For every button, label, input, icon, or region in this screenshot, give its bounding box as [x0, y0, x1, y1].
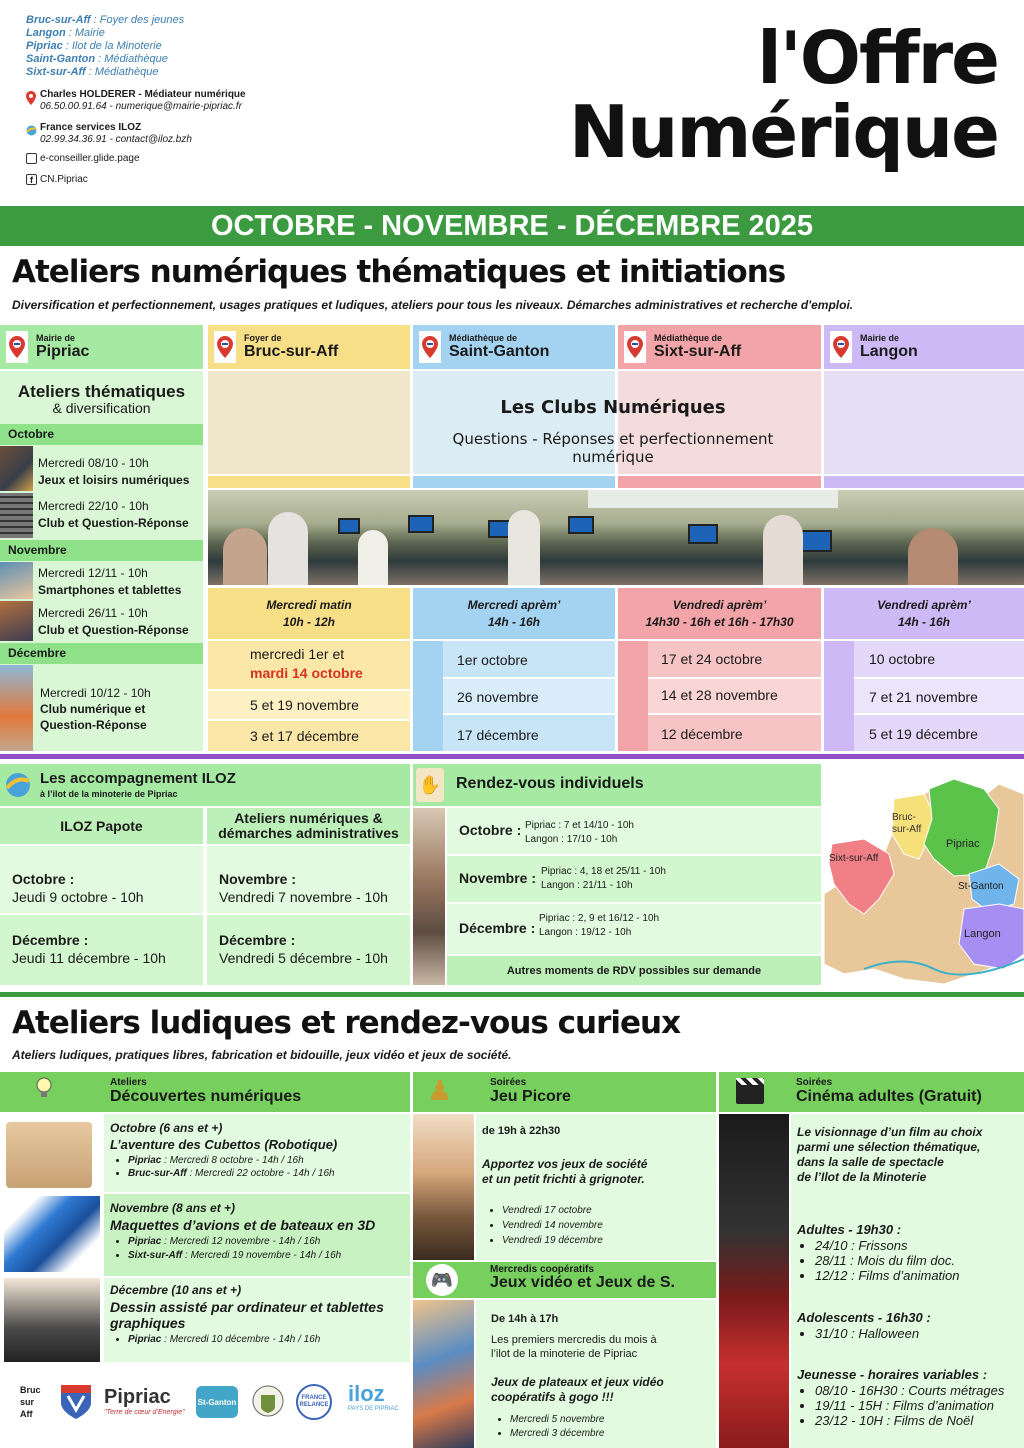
contact-iloz: [26, 122, 366, 145]
iloz-col2-head: [207, 808, 410, 844]
langon-date-bar: [824, 641, 854, 751]
venue-langon: [824, 325, 1024, 369]
picore-dates: [484, 1203, 603, 1248]
session-item: • Bruc-sur-Aff : Mercredi 22 octobre - 14h / 16h: [128, 1167, 337, 1180]
coop-time: De 14h à 17h: [491, 1313, 559, 1325]
workshop-name: Question-Réponse: [40, 718, 147, 732]
rdv-dec-month: Décembre :: [459, 920, 536, 936]
clubs-strip-langon: [824, 476, 1024, 488]
boardgame-photo: [413, 1114, 474, 1260]
iloz-subtitle: à l’ilot de la minoterie de Pipriac: [40, 789, 178, 799]
territory-map: [824, 764, 1024, 990]
film-item: • 12/12 : Films d’animation: [815, 1268, 960, 1283]
col-title: démarches administratives: [218, 825, 399, 841]
venue-name: Pipriac: [36, 343, 90, 360]
map-pin-icon: [830, 331, 852, 363]
date-item: • Mercredi 5 novembre: [510, 1413, 604, 1427]
coop-desc: [491, 1333, 657, 1361]
rdv-line: Pipriac : 2, 9 et 16/12 - 10h: [539, 913, 660, 924]
desc-line: l’ilot de la minoterie de Pipriac: [491, 1348, 638, 1360]
whiteboard: [588, 490, 838, 508]
film-item: • 23/12 - 10H : Films de Noël: [815, 1413, 1004, 1428]
clubs-strip-sixt: [618, 476, 821, 488]
rdv-line: Pipriac : 4, 18 et 25/11 - 10h: [541, 866, 666, 877]
session-item: • Pipriac : Mercredi 10 décembre - 14h / 16h: [128, 1333, 384, 1347]
month-header-december: [0, 643, 203, 664]
bruc-date-3: 3 et 17 décembre: [250, 728, 359, 744]
workshop-name: Club et Question-Réponse: [38, 623, 189, 637]
schedule-ganton: [413, 588, 615, 639]
rdv-oct-detail: [525, 819, 634, 847]
office-photo: [413, 808, 445, 985]
contact2-detail: 02.99.34.36.91 - contact@iloz.bzh: [40, 134, 192, 145]
desc-line: Les premiers mercredis du mois à: [491, 1334, 657, 1346]
rdv-nov-detail: [541, 865, 666, 893]
workshop-date: Mercredi 26/11 - 10h: [38, 606, 148, 620]
coop-small: Mercredis coopératifs: [490, 1264, 594, 1275]
map-pin-icon: [214, 331, 236, 363]
workshop-date: Mercredi 22/10 - 10h: [38, 499, 149, 513]
rdv-title: Rendez-vous individuels: [456, 775, 644, 792]
period-text: OCTOBRE - NOVEMBRE - DÉCEMBRE 2025: [210, 210, 814, 242]
month-label: Octobre :: [12, 871, 75, 887]
schedule-bruc: [208, 588, 410, 639]
smartphone-thumbnail: [0, 562, 33, 599]
iloz-ateliers-dec: [219, 931, 388, 967]
map-pin-icon: [419, 331, 441, 363]
logo-text: Pipriac: [104, 1386, 171, 1408]
person: [223, 528, 267, 585]
audience-title: Adolescents - 16h30 :: [797, 1310, 931, 1325]
thematic-title: Ateliers thématiques: [17, 382, 186, 401]
decouvertes-november: [110, 1201, 375, 1263]
location-pipriac: Pipriac : Ilot de la Minoterie: [26, 40, 162, 52]
date-item: • Mercredi 3 décembre: [510, 1427, 604, 1441]
rdv-note: Autres moments de RDV possibles sur demande: [506, 965, 762, 977]
location-langon: Langon : Mairie: [26, 27, 105, 39]
monitor: [568, 516, 594, 534]
seal-icon: [252, 1383, 284, 1419]
workshop-date: Mercredi 08/10 - 10h: [38, 456, 149, 470]
contact-charles: [26, 89, 366, 112]
sixt-date-1: 17 et 24 octobre: [661, 651, 763, 667]
film-item: • 08/10 - 16H30 : Courts métrages: [815, 1383, 1004, 1398]
workshop-name: Club numérique et: [40, 702, 146, 716]
rdv-line: Langon : 21/11 - 10h: [541, 880, 633, 891]
rdv-line: Langon : 19/12 - 10h: [539, 927, 632, 938]
month-header-october: [0, 424, 203, 445]
location-ganton: Saint-Ganton : Médiathèque: [26, 53, 168, 65]
date-item: • Vendredi 17 octobre: [502, 1203, 603, 1218]
workshop-name: Jeux et loisirs numériques: [38, 473, 190, 487]
section2-title: Ateliers ludiques et rendez-vous curieux: [12, 1005, 681, 1041]
sixt-date-3: 12 décembre: [661, 726, 743, 742]
gaming-thumbnail: [0, 446, 33, 491]
ganton-date-2: 26 novembre: [457, 689, 539, 705]
bruc-date-1: mercredi 1er et: [250, 646, 345, 662]
desc-line: de l’Ilot de la Minoterie: [797, 1170, 927, 1184]
map-label-ganton: St-Ganton: [958, 881, 1004, 892]
logo-tagline: "Terre de cœur d’Energie": [104, 1409, 185, 1416]
clubs-strip-bruc: [208, 476, 410, 488]
session-item: • Pipriac : Mercredi 8 octobre - 14h / 16h: [128, 1154, 337, 1167]
logo-text: sur: [20, 1397, 35, 1407]
session-item: • Sixt-sur-Aff : Mercredi 19 novembre - 14h / 16h: [128, 1249, 375, 1263]
schedule-langon: [824, 588, 1024, 639]
clubs-bg-bruc: [208, 371, 410, 474]
section1-title: Ateliers numériques thématiques et initiations: [12, 254, 786, 290]
cinema-teens: [797, 1310, 931, 1341]
clubs-bg-langon: [824, 371, 1024, 474]
decouvertes-small: Ateliers: [110, 1077, 147, 1088]
decouvertes-big: Découvertes numériques: [110, 1088, 302, 1105]
iloz-col1-head: [0, 808, 203, 844]
venue-type: Médiathèque de: [654, 333, 723, 343]
date-item: • Vendredi 19 décembre: [502, 1233, 603, 1248]
map-pin-icon: [624, 331, 646, 363]
month-label: Octobre: [8, 427, 55, 441]
ganton-date-bar: [413, 641, 443, 751]
month-label: Décembre :: [219, 932, 296, 948]
workshop-1: [38, 455, 189, 489]
schedule-sixt: [618, 588, 821, 639]
ganton-date-3: 17 décembre: [457, 727, 539, 743]
desc-line: Apportez vos jeux de société: [482, 1157, 648, 1171]
map-label-bruc: Bruc-sur-Aff: [892, 812, 922, 835]
map-pin-icon: [26, 91, 36, 105]
map-label-langon: Langon: [964, 928, 1001, 940]
iloz-ateliers-nov: [219, 870, 388, 906]
block-title: Maquettes d’avions et de bateaux en 3D: [110, 1217, 376, 1233]
coat-of-arms-icon: [60, 1384, 92, 1420]
clubs-title: Les Clubs Numériques: [500, 397, 726, 418]
locations-list: [26, 14, 346, 79]
person-computer-thumbnail: [0, 601, 33, 641]
date-label: Jeudi 9 octobre - 10h: [12, 889, 144, 905]
month-label: Décembre :: [12, 932, 89, 948]
map-label-pipriac: Pipriac: [946, 838, 980, 850]
title-line2: Numérique: [568, 90, 998, 174]
monitor: [408, 515, 434, 533]
rdv-oct-month: Octobre :: [459, 822, 522, 838]
facebook-row: [26, 174, 88, 185]
coop-dates: [492, 1413, 604, 1441]
logo-text: Aff: [20, 1409, 33, 1419]
map-pin-icon: [6, 331, 28, 363]
rdv-dec-detail: [539, 912, 659, 940]
cinema-desc: [797, 1125, 982, 1185]
clubs-subtitle: Questions - Réponses et perfectionnement numérique: [452, 430, 774, 466]
chess-pawn-icon: ♟: [427, 1075, 453, 1106]
person: [358, 530, 388, 585]
session-item: • Pipriac : Mercredi 12 novembre - 14h / 16h: [128, 1235, 375, 1249]
period-band: [0, 206, 1024, 246]
keyboard-thumbnail: [0, 493, 33, 538]
workshop-3: [38, 565, 181, 599]
venue-name: Sixt-sur-Aff: [654, 343, 742, 360]
logo-france-relance: [296, 1384, 332, 1420]
rdv-line: Langon : 17/10 - 10h: [525, 834, 618, 845]
logo-bruc: [20, 1384, 41, 1420]
month-label: Novembre: [8, 543, 67, 557]
col-title: ILOZ Papote: [60, 818, 143, 834]
workshop-4: [38, 605, 189, 639]
venue-name: Bruc-sur-Aff: [244, 343, 339, 360]
schedule-hours: 14h30 - 16h et 16h - 17h30: [645, 615, 794, 629]
person: [508, 510, 540, 585]
film-item: • 19/11 - 15H : Films d’animation: [815, 1398, 1004, 1413]
date-label: Vendredi 7 novembre - 10h: [219, 889, 388, 905]
venue-bruc: [208, 325, 410, 369]
picore-small: Soirées: [490, 1077, 527, 1088]
schedule-day: Vendredi aprèm’: [877, 598, 971, 612]
logo-tagline: PAYS DE PIPRIAC: [348, 1406, 399, 1412]
gamepad-icon: 🎮: [426, 1264, 458, 1296]
venue-name: Saint-Ganton: [449, 343, 550, 360]
rdv-line: Pipriac : 7 et 14/10 - 10h: [525, 820, 634, 831]
logo-text: FRANCE: [301, 1395, 327, 1401]
desc-line: Le visionnage d’un film au choix: [797, 1125, 983, 1139]
venue-ganton: [413, 325, 615, 369]
schedule-day: Mercredi aprèm’: [467, 598, 561, 612]
cinema-photo: [719, 1114, 789, 1448]
workshop-date: Mercredi 12/11 - 10h: [38, 566, 148, 580]
film-item: • 24/10 : Frissons: [815, 1238, 960, 1253]
venue-type: Médiathèque de: [449, 333, 518, 343]
langon-date-3: 5 et 19 décembre: [869, 726, 978, 742]
green-divider: [0, 992, 1024, 997]
workshop-name: Club et Question-Réponse: [38, 516, 189, 530]
venue-type: Foyer de: [244, 333, 282, 343]
schedule-hours: 10h - 12h: [282, 615, 336, 629]
iloz-papote-dec: [12, 931, 166, 967]
person: [763, 515, 803, 585]
contact1-detail: 06.50.00.91.64 - numerique@mairie-pipriac.fr: [40, 101, 242, 112]
block-heading: Novembre (8 ans et +): [110, 1201, 236, 1215]
logo-text: iloz: [348, 1381, 385, 1406]
date-label: Vendredi 5 décembre - 10h: [219, 950, 388, 966]
cinema-adults: [797, 1222, 960, 1283]
schedule-hours: 14h - 16h: [897, 615, 951, 629]
block-title: L’aventure des Cubettos (Robotique): [110, 1137, 338, 1152]
contact1-name: Charles HOLDERER - Médiateur numérique: [40, 89, 246, 100]
col-title: Ateliers numériques &: [234, 810, 383, 826]
coop-emph: [491, 1375, 664, 1405]
thematic-sub: & diversification: [52, 400, 151, 416]
logo-text: RELANCE: [299, 1402, 329, 1408]
logo-iloz: [348, 1382, 399, 1412]
rdv-nov-month: Novembre :: [459, 870, 537, 886]
date-label: Jeudi 11 décembre - 10h: [12, 950, 166, 966]
month-label: Décembre: [8, 646, 67, 660]
cinema-big: Cinéma adultes (Gratuit): [796, 1088, 982, 1105]
videogame-photo: [413, 1300, 474, 1448]
title-line1: l'Offre: [757, 16, 998, 100]
lightbulb-icon: [34, 1076, 54, 1102]
location-sixt: Sixt-sur-Aff : Médiathèque: [26, 66, 159, 78]
section1-subtitle: Diversification et perfectionnement, usages pratiques et ludiques, ateliers pour tous les niveaux. Démarches administratives et recherche d'emploi.: [12, 298, 854, 312]
contact2-name: France services ILOZ: [40, 122, 142, 133]
bruc-date-2: 5 et 19 novembre: [250, 697, 359, 713]
langon-date-2: 7 et 21 novembre: [869, 689, 978, 705]
3d-pen-photo: [4, 1196, 100, 1272]
purple-divider: [0, 754, 1024, 759]
film-item: • 28/11 : Mois du film doc.: [815, 1253, 960, 1268]
figurine-thumbnail: [0, 665, 33, 751]
logo-ganton: [196, 1386, 238, 1418]
website-link[interactable]: e-conseiller.glide.page: [40, 153, 140, 164]
desc-line: Jeux de plateaux et jeux vidéo: [491, 1375, 664, 1389]
logo-text: Bruc: [20, 1385, 41, 1395]
block-title: graphiques: [110, 1315, 186, 1331]
venue-type: Mairie de: [860, 333, 900, 343]
workshop-2: [38, 498, 189, 532]
picore-desc: [482, 1157, 647, 1187]
film-item: • 31/10 : Halloween: [815, 1326, 931, 1341]
logo-pipriac: [104, 1386, 185, 1416]
web-icon: [26, 153, 37, 164]
workshop-name: Smartphones et tablettes: [38, 583, 182, 597]
logo-text: St-Ganton: [197, 1397, 237, 1407]
picore-big: Jeu Picore: [490, 1088, 571, 1105]
person: [268, 512, 308, 585]
picore-time: de 19h à 22h30: [482, 1125, 561, 1137]
clapperboard-icon: [736, 1078, 764, 1104]
clubs-strip-ganton: [413, 476, 615, 488]
sixt-date-bar: [618, 641, 648, 751]
venue-sixt: [618, 325, 821, 369]
langon-date-1: 10 octobre: [869, 651, 936, 667]
iloz-logo-icon: [5, 772, 31, 798]
desc-line: parmi une sélection thématique,: [797, 1140, 981, 1154]
section2-subtitle: Ateliers ludiques, pratiques libres, fabrication et bidouille, jeux vidéo et jeux de société.: [12, 1048, 512, 1062]
block-heading: Décembre (10 ans et +): [110, 1283, 242, 1297]
audience-title: Adultes - 19h30 :: [797, 1222, 902, 1237]
block-title: Dessin assisté par ordinateur et tablettes: [110, 1299, 384, 1315]
block-heading: Octobre (6 ans et +): [110, 1121, 223, 1135]
desc-line: et un petit frichti à grignoter.: [482, 1172, 645, 1186]
iloz-logo-icon: [26, 125, 37, 136]
monitor: [338, 518, 360, 534]
website-row: [26, 153, 140, 164]
facebook-icon: f: [26, 174, 37, 185]
drawing-tablet-photo: [4, 1278, 100, 1362]
ganton-date-1: 1er octobre: [457, 652, 528, 668]
iloz-title: Les accompagnement ILOZ: [40, 770, 236, 787]
cubetto-photo: [6, 1122, 92, 1188]
monitor: [798, 530, 832, 552]
coop-big: Jeux vidéo et Jeux de S.: [490, 1274, 675, 1291]
venue-type: Mairie de: [36, 333, 76, 343]
schedule-day: Vendredi aprèm’: [672, 598, 767, 612]
person: [908, 528, 958, 585]
location-bruc: Bruc-sur-Aff : Foyer des jeunes: [26, 14, 185, 26]
schedule-hours: 14h - 16h: [487, 615, 541, 629]
cinema-youth: [797, 1367, 1004, 1428]
date-item: • Vendredi 14 novembre: [502, 1218, 603, 1233]
workshop-date: Mercredi 10/12 - 10h: [40, 686, 151, 700]
decouvertes-december: [110, 1283, 384, 1347]
iloz-papote-oct: [12, 870, 144, 906]
map-label-sixt: Sixt-sur-Aff: [829, 853, 879, 864]
desc-line: dans la salle de spectacle: [797, 1155, 944, 1169]
decouvertes-october: [110, 1121, 337, 1180]
audience-title: Jeunesse - horaires variables :: [797, 1367, 988, 1382]
venue-pipriac: [0, 325, 203, 369]
schedule-day: Mercredi matin: [266, 598, 352, 612]
venue-name: Langon: [860, 343, 918, 360]
desc-line: coopératifs à gogo !!!: [491, 1390, 614, 1404]
workshop-5: [40, 685, 151, 733]
classroom-photo: [208, 490, 1024, 585]
month-label: Novembre :: [219, 871, 297, 887]
handshake-icon: ✋: [416, 768, 444, 802]
monitor: [688, 524, 718, 544]
sixt-date-2: 14 et 28 novembre: [661, 687, 778, 703]
facebook-link[interactable]: CN.Pipriac: [40, 174, 88, 185]
cinema-small: Soirées: [796, 1077, 833, 1088]
bruc-date-highlight: mardi 14 octobre: [250, 665, 363, 681]
month-header-november: [0, 540, 203, 561]
